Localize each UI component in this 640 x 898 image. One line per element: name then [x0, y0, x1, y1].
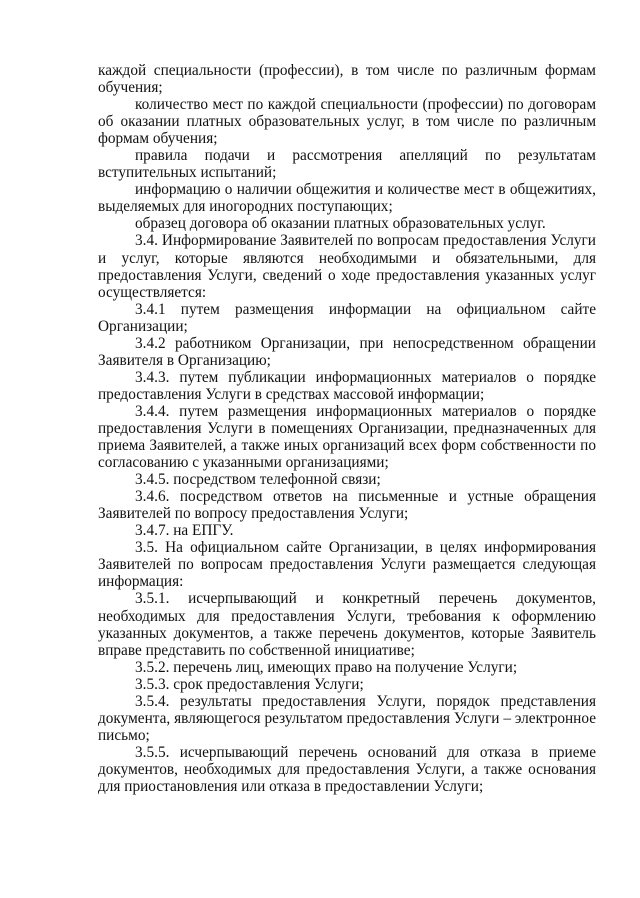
- paragraph: 3.4.6. посредством ответов на письменные и устные обращения Заявителей по вопросу предоставления Услуги;: [98, 488, 596, 523]
- paragraph: 3.5.2. перечень лиц, имеющих право на получение Услуги;: [135, 658, 518, 676]
- paragraph: 3.5.1. исчерпывающий и конкретный перечень документов, необходимых для предоставления Услуги, требования к оформлению указанных документов, а также перечень документов, которые Заявитель вправе представить по собственной инициативе;: [98, 590, 596, 659]
- paragraph: 3.4.4. путем размещения информационных материалов о порядке предоставления Услуги в помещениях Организации, предназначенных для приема Заявителей, а также иных организаций всех форм собственности по согласованию с указанными организациями;: [98, 402, 596, 472]
- document-body: [98, 62, 596, 795]
- paragraph: 3.4.1 путем размещения информации на официальном сайте Организации;: [98, 300, 596, 335]
- paragraph: правила подачи и рассмотрения апелляций по результатам вступительных испытаний;: [98, 147, 596, 182]
- paragraph: каждой специальности (профессии), в том числе по различным формам обучения;: [98, 62, 596, 97]
- paragraph: 3.4.5. посредством телефонной связи;: [135, 471, 381, 489]
- section-paragraph: 3.4. Информирование Заявителей по вопросам предоставления Услуги и услуг, которые являются необходимыми и обязательными, для предоставления Услуги, сведений о ходе предоставления указанных услуг осуществляется:: [98, 232, 596, 301]
- paragraph: 3.5.3. срок предоставления Услуги;: [135, 675, 364, 693]
- paragraph: информацию о наличии общежития и количестве мест в общежитиях, выделяемых для иногородних поступающих;: [98, 181, 596, 216]
- paragraph: количество мест по каждой специальности (профессии) по договорам об оказании платных образовательных услуг, в том числе по различным формам обучения;: [98, 96, 596, 148]
- paragraph: 3.4.2 работником Организации, при непосредственном обращении Заявителя в Организацию;: [98, 334, 596, 369]
- paragraph: 3.4.7. на ЕПГУ.: [135, 522, 234, 540]
- section-paragraph: 3.5. На официальном сайте Организации, в целях информирования Заявителей по вопросам предоставления Услуги размещается следующая информация:: [98, 539, 596, 591]
- paragraph: 3.5.5. исчерпывающий перечень оснований для отказа в приеме документов, необходимых для предоставления Услуги, а также основания для приостановления или отказа в предоставлении Услуги;: [98, 743, 596, 795]
- paragraph: образец договора об оказании платных образовательных услуг.: [135, 215, 546, 233]
- paragraph: 3.5.4. результаты предоставления Услуги, порядок представления документа, являющегося результатом предоставления Услуги – электронное письмо;: [98, 692, 596, 744]
- paragraph: 3.4.3. путем публикации информационных материалов о порядке предоставления Услуги в средствах массовой информации;: [98, 368, 596, 403]
